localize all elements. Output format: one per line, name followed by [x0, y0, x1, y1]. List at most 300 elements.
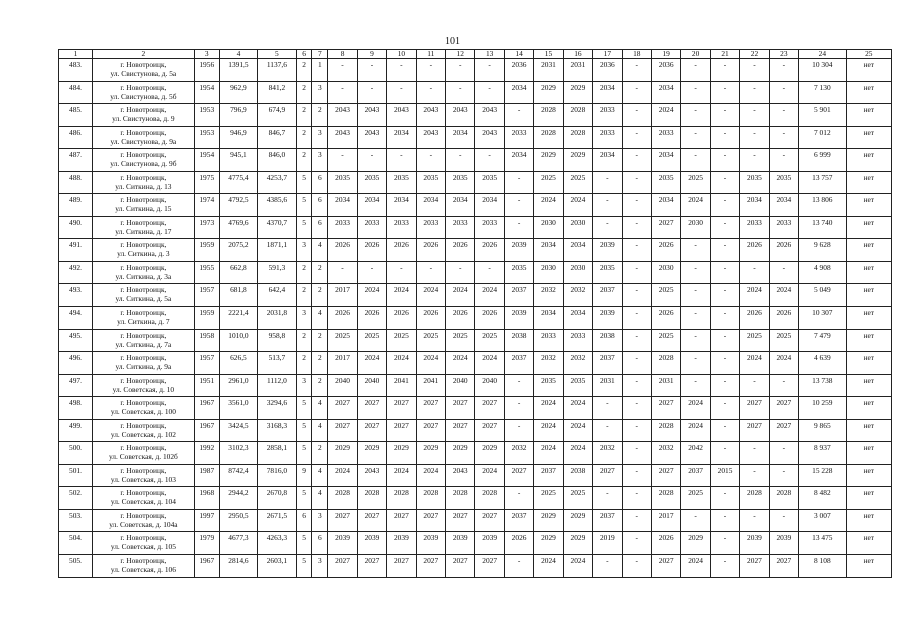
- address-cell: [92, 532, 194, 555]
- address-cell: [92, 81, 194, 104]
- cell-c20: -: [681, 284, 710, 307]
- cell-c11: 2041: [416, 374, 445, 397]
- cell-c19: 2028: [651, 487, 680, 510]
- cell-c11: 2043: [416, 126, 445, 149]
- cell-c20: -: [681, 149, 710, 172]
- cell-c14: -: [504, 419, 533, 442]
- cell-c9: 2026: [357, 307, 386, 330]
- cell-area-total: 1010,0: [219, 329, 257, 352]
- cell-c18: -: [622, 307, 651, 330]
- table-row: [59, 307, 892, 330]
- cell-c13: 2027: [475, 509, 504, 532]
- cell-c21: 2015: [710, 464, 739, 487]
- cell-c11: 2043: [416, 104, 445, 127]
- cell-c18: -: [622, 284, 651, 307]
- cell-area-living: 846,7: [258, 126, 296, 149]
- cell-c18: -: [622, 194, 651, 217]
- cell-c17: 2037: [593, 509, 622, 532]
- cell-c12: 2027: [446, 509, 475, 532]
- cell-c16: 2024: [563, 555, 592, 578]
- address-cell: [92, 419, 194, 442]
- column-number-10: 10: [387, 50, 416, 59]
- cell-entrances: 2: [312, 442, 328, 465]
- column-number-8: 8: [328, 50, 357, 59]
- cell-c19: 2027: [651, 555, 680, 578]
- cell-c22: -: [740, 442, 769, 465]
- cell-c15: 2029: [534, 149, 563, 172]
- cell-c15: 2033: [534, 329, 563, 352]
- cell-c15: 2024: [534, 555, 563, 578]
- cell-c21: -: [710, 104, 739, 127]
- cell-c17: 2037: [593, 284, 622, 307]
- cell-c23: -: [769, 464, 798, 487]
- cell-c10: 2041: [387, 374, 416, 397]
- address-cell: [92, 126, 194, 149]
- cell-c10: 2034: [387, 126, 416, 149]
- column-number-18: 18: [622, 50, 651, 59]
- cell-n: 505.: [59, 555, 93, 578]
- cell-c10: 2034: [387, 194, 416, 217]
- cell-cost: 13 738: [799, 374, 847, 397]
- cell-status: нет: [846, 104, 891, 127]
- cell-c14: 2032: [504, 442, 533, 465]
- cell-cost: 9 628: [799, 239, 847, 262]
- cell-c19: 2035: [651, 171, 680, 194]
- cell-c22: -: [740, 374, 769, 397]
- cell-c19: 2025: [651, 329, 680, 352]
- table-row: [59, 532, 892, 555]
- cell-c8: 2024: [328, 464, 357, 487]
- cell-status: нет: [846, 284, 891, 307]
- cell-c10: 2029: [387, 442, 416, 465]
- table-row: [59, 442, 892, 465]
- cell-c15: 2025: [534, 487, 563, 510]
- cell-entrances: 3: [312, 149, 328, 172]
- cell-c9: 2027: [357, 509, 386, 532]
- cell-c10: 2025: [387, 329, 416, 352]
- cell-c20: -: [681, 307, 710, 330]
- cell-c23: -: [769, 81, 798, 104]
- cell-floors: 2: [296, 126, 312, 149]
- cell-c10: 2027: [387, 509, 416, 532]
- table-row: [59, 329, 892, 352]
- cell-area-living: 1112,0: [258, 374, 296, 397]
- cell-c13: 2027: [475, 419, 504, 442]
- cell-cost: 13 806: [799, 194, 847, 217]
- cell-c17: 2034: [593, 81, 622, 104]
- cell-c18: -: [622, 104, 651, 127]
- cell-c18: -: [622, 555, 651, 578]
- cell-c21: -: [710, 374, 739, 397]
- address-cell: [92, 464, 194, 487]
- cell-c12: 2040: [446, 374, 475, 397]
- cell-cost: 10 259: [799, 397, 847, 420]
- cell-c16: 2032: [563, 352, 592, 375]
- cell-c11: 2034: [416, 194, 445, 217]
- cell-year: 1959: [194, 307, 219, 330]
- address-city: г. Новотроицк,: [120, 308, 167, 318]
- cell-c18: -: [622, 171, 651, 194]
- cell-c8: 2028: [328, 487, 357, 510]
- cell-cost: 8 108: [799, 555, 847, 578]
- cell-area-total: 2950,5: [219, 509, 257, 532]
- address-city: г. Новотроицк,: [120, 375, 167, 385]
- cell-n: 488.: [59, 171, 93, 194]
- column-number-5: 5: [258, 50, 296, 59]
- cell-floors: 2: [296, 104, 312, 127]
- cell-c11: 2039: [416, 532, 445, 555]
- cell-status: нет: [846, 126, 891, 149]
- cell-cost: 7 479: [799, 329, 847, 352]
- cell-year: 1958: [194, 329, 219, 352]
- cell-c19: 2028: [651, 419, 680, 442]
- cell-n: 484.: [59, 81, 93, 104]
- cell-area-total: 8742,4: [219, 464, 257, 487]
- cell-c16: 2032: [563, 284, 592, 307]
- cell-c16: 2034: [563, 307, 592, 330]
- cell-n: 486.: [59, 126, 93, 149]
- cell-c11: 2026: [416, 239, 445, 262]
- cell-c10: 2039: [387, 532, 416, 555]
- cell-c16: 2029: [563, 149, 592, 172]
- table-row: [59, 239, 892, 262]
- address-city: г. Новотроицк,: [120, 488, 167, 498]
- cell-cost: 5 901: [799, 104, 847, 127]
- cell-c16: 2038: [563, 464, 592, 487]
- cell-c12: 2027: [446, 419, 475, 442]
- cell-c22: -: [740, 81, 769, 104]
- cell-cost: 9 865: [799, 419, 847, 442]
- cell-c23: 2039: [769, 532, 798, 555]
- cell-c16: 2024: [563, 419, 592, 442]
- cell-entrances: 6: [312, 194, 328, 217]
- cell-cost: 10 304: [799, 59, 847, 82]
- cell-year: 1975: [194, 171, 219, 194]
- cell-c21: -: [710, 59, 739, 82]
- cell-c20: 2024: [681, 397, 710, 420]
- cell-c10: 2026: [387, 307, 416, 330]
- address-city: г. Новотроицк,: [120, 330, 167, 340]
- cell-c19: 2026: [651, 532, 680, 555]
- address-city: г. Новотроицк,: [120, 217, 167, 227]
- address-cell: [92, 374, 194, 397]
- cell-c20: 2042: [681, 442, 710, 465]
- cell-c15: 2034: [534, 239, 563, 262]
- cell-c18: -: [622, 149, 651, 172]
- cell-status: нет: [846, 419, 891, 442]
- cell-c15: 2025: [534, 171, 563, 194]
- cell-area-living: 591,3: [258, 261, 296, 284]
- table-row: [59, 419, 892, 442]
- cell-c13: -: [475, 59, 504, 82]
- cell-cost: 5 049: [799, 284, 847, 307]
- cell-c22: 2024: [740, 352, 769, 375]
- column-number-11: 11: [416, 50, 445, 59]
- cell-c21: -: [710, 81, 739, 104]
- cell-c21: -: [710, 397, 739, 420]
- cell-n: 498.: [59, 397, 93, 420]
- cell-c20: -: [681, 104, 710, 127]
- cell-area-total: 3424,5: [219, 419, 257, 442]
- cell-c18: -: [622, 532, 651, 555]
- cell-cost: 15 228: [799, 464, 847, 487]
- address-street: ул. Ситкина, д. 3: [117, 249, 170, 259]
- cell-entrances: 2: [312, 374, 328, 397]
- column-number-24: 24: [799, 50, 847, 59]
- table-row: [59, 509, 892, 532]
- cell-c13: 2024: [475, 284, 504, 307]
- cell-c16: 2029: [563, 532, 592, 555]
- cell-c17: 2039: [593, 307, 622, 330]
- cell-area-living: 642,4: [258, 284, 296, 307]
- cell-c15: 2030: [534, 261, 563, 284]
- cell-floors: 5: [296, 419, 312, 442]
- table-row: [59, 397, 892, 420]
- cell-c14: -: [504, 487, 533, 510]
- cell-n: 502.: [59, 487, 93, 510]
- cell-c16: 2029: [563, 81, 592, 104]
- cell-c9: -: [357, 81, 386, 104]
- cell-status: нет: [846, 239, 891, 262]
- column-number-16: 16: [563, 50, 592, 59]
- cell-c9: 2027: [357, 555, 386, 578]
- cell-c15: 2037: [534, 464, 563, 487]
- column-number-1: 1: [59, 50, 93, 59]
- cell-c11: 2033: [416, 216, 445, 239]
- cell-c23: -: [769, 149, 798, 172]
- cell-year: 1967: [194, 397, 219, 420]
- cell-c17: 2031: [593, 374, 622, 397]
- cell-c11: 2025: [416, 329, 445, 352]
- cell-floors: 5: [296, 555, 312, 578]
- cell-year: 1979: [194, 532, 219, 555]
- cell-c16: 2024: [563, 194, 592, 217]
- cell-year: 1997: [194, 509, 219, 532]
- cell-c22: -: [740, 104, 769, 127]
- cell-c22: 2033: [740, 216, 769, 239]
- address-cell: [92, 352, 194, 375]
- cell-c8: 2027: [328, 419, 357, 442]
- cell-c8: 2035: [328, 171, 357, 194]
- cell-c19: 2032: [651, 442, 680, 465]
- cell-entrances: 3: [312, 126, 328, 149]
- cell-c9: 2043: [357, 126, 386, 149]
- cell-c9: 2035: [357, 171, 386, 194]
- cell-c9: 2033: [357, 216, 386, 239]
- cell-area-total: 1391,5: [219, 59, 257, 82]
- cell-c18: -: [622, 464, 651, 487]
- cell-c23: 2033: [769, 216, 798, 239]
- cell-c14: 2026: [504, 532, 533, 555]
- cell-c23: 2024: [769, 284, 798, 307]
- cell-c23: -: [769, 104, 798, 127]
- cell-c23: 2025: [769, 329, 798, 352]
- table-row: [59, 126, 892, 149]
- address-cell: [92, 284, 194, 307]
- column-number-23: 23: [769, 50, 798, 59]
- cell-c22: 2028: [740, 487, 769, 510]
- cell-c22: 2039: [740, 532, 769, 555]
- cell-entrances: 1: [312, 59, 328, 82]
- cell-area-living: 3294,6: [258, 397, 296, 420]
- cell-c22: 2025: [740, 329, 769, 352]
- cell-entrances: 4: [312, 397, 328, 420]
- cell-c17: -: [593, 397, 622, 420]
- cell-c13: 2024: [475, 464, 504, 487]
- cell-c13: 2029: [475, 442, 504, 465]
- cell-c15: 2031: [534, 59, 563, 82]
- cell-c13: 2043: [475, 126, 504, 149]
- cell-c23: -: [769, 442, 798, 465]
- cell-floors: 2: [296, 81, 312, 104]
- address-cell: [92, 509, 194, 532]
- cell-area-living: 2671,5: [258, 509, 296, 532]
- cell-entrances: 3: [312, 509, 328, 532]
- cell-c16: 2031: [563, 59, 592, 82]
- cell-area-living: 3168,3: [258, 419, 296, 442]
- cell-c12: 2043: [446, 464, 475, 487]
- cell-n: 500.: [59, 442, 93, 465]
- cell-cost: 7 130: [799, 81, 847, 104]
- cell-c13: 2026: [475, 307, 504, 330]
- address-city: г. Новотроицк,: [120, 105, 167, 115]
- cell-c11: 2029: [416, 442, 445, 465]
- address-cell: [92, 104, 194, 127]
- cell-c20: -: [681, 509, 710, 532]
- cell-c8: 2039: [328, 532, 357, 555]
- cell-c15: 2032: [534, 284, 563, 307]
- cell-area-total: 4775,4: [219, 171, 257, 194]
- address-cell: [92, 149, 194, 172]
- cell-c22: 2027: [740, 419, 769, 442]
- cell-c8: 2017: [328, 284, 357, 307]
- cell-n: 487.: [59, 149, 93, 172]
- cell-area-total: 2944,2: [219, 487, 257, 510]
- cell-status: нет: [846, 149, 891, 172]
- cell-c9: 2025: [357, 329, 386, 352]
- cell-c21: -: [710, 194, 739, 217]
- cell-c23: -: [769, 509, 798, 532]
- cell-c13: 2043: [475, 104, 504, 127]
- cell-c8: -: [328, 261, 357, 284]
- cell-area-living: 2603,1: [258, 555, 296, 578]
- cell-c23: 2035: [769, 171, 798, 194]
- cell-entrances: 3: [312, 81, 328, 104]
- cell-c20: -: [681, 59, 710, 82]
- cell-c9: -: [357, 261, 386, 284]
- cell-c18: -: [622, 126, 651, 149]
- cell-c23: 2024: [769, 352, 798, 375]
- cell-c21: -: [710, 284, 739, 307]
- cell-c11: -: [416, 261, 445, 284]
- cell-c21: -: [710, 487, 739, 510]
- table-row: [59, 216, 892, 239]
- cell-c8: 2034: [328, 194, 357, 217]
- cell-c20: 2025: [681, 171, 710, 194]
- cell-c14: -: [504, 397, 533, 420]
- column-number-25: 25: [846, 50, 891, 59]
- cell-area-living: 958,8: [258, 329, 296, 352]
- cell-entrances: 2: [312, 104, 328, 127]
- cell-year: 1959: [194, 239, 219, 262]
- cell-c12: 2026: [446, 307, 475, 330]
- cell-c21: -: [710, 239, 739, 262]
- cell-c17: 2033: [593, 104, 622, 127]
- cell-floors: 5: [296, 397, 312, 420]
- cell-c15: 2024: [534, 419, 563, 442]
- cell-c19: 2028: [651, 352, 680, 375]
- cell-status: нет: [846, 487, 891, 510]
- cell-c16: 2024: [563, 397, 592, 420]
- cell-c8: 2033: [328, 216, 357, 239]
- cell-cost: 10 307: [799, 307, 847, 330]
- cell-c15: 2030: [534, 216, 563, 239]
- address-street: ул. Советская, д. 106: [110, 565, 176, 575]
- cell-c18: -: [622, 442, 651, 465]
- cell-c14: 2039: [504, 239, 533, 262]
- cell-status: нет: [846, 329, 891, 352]
- cell-cost: 4 639: [799, 352, 847, 375]
- address-street: ул. Ситкина, д. 13: [115, 181, 172, 191]
- cell-area-total: 3561,0: [219, 397, 257, 420]
- cell-c10: -: [387, 261, 416, 284]
- cell-c10: 2027: [387, 419, 416, 442]
- cell-status: нет: [846, 81, 891, 104]
- cell-c9: -: [357, 59, 386, 82]
- cell-c13: 2034: [475, 194, 504, 217]
- cell-cost: 3 007: [799, 509, 847, 532]
- cell-c15: 2028: [534, 104, 563, 127]
- cell-c23: -: [769, 261, 798, 284]
- cell-area-total: 626,5: [219, 352, 257, 375]
- cell-c21: -: [710, 329, 739, 352]
- cell-c17: 2027: [593, 464, 622, 487]
- column-number-4: 4: [219, 50, 257, 59]
- cell-c20: -: [681, 126, 710, 149]
- cell-c15: 2032: [534, 352, 563, 375]
- cell-entrances: 4: [312, 419, 328, 442]
- cell-entrances: 3: [312, 555, 328, 578]
- cell-entrances: 2: [312, 261, 328, 284]
- cell-cost: 6 999: [799, 149, 847, 172]
- cell-status: нет: [846, 59, 891, 82]
- cell-c12: 2034: [446, 194, 475, 217]
- cell-year: 1956: [194, 59, 219, 82]
- cell-c9: 2027: [357, 419, 386, 442]
- cell-c15: 2029: [534, 509, 563, 532]
- address-street: ул. Ситкина, д. 7: [117, 317, 170, 327]
- cell-c17: 2034: [593, 149, 622, 172]
- cell-c19: 2030: [651, 261, 680, 284]
- cell-n: 499.: [59, 419, 93, 442]
- cell-c19: 2031: [651, 374, 680, 397]
- table-row: [59, 171, 892, 194]
- cell-area-total: 4769,6: [219, 216, 257, 239]
- address-city: г. Новотроицк,: [120, 82, 167, 92]
- cell-area-total: 3102,3: [219, 442, 257, 465]
- cell-c22: 2027: [740, 397, 769, 420]
- cell-c17: -: [593, 216, 622, 239]
- cell-entrances: 6: [312, 171, 328, 194]
- cell-status: нет: [846, 194, 891, 217]
- cell-c11: 2027: [416, 555, 445, 578]
- cell-c23: 2027: [769, 555, 798, 578]
- cell-area-total: 945,1: [219, 149, 257, 172]
- address-city: г. Новотроицк,: [120, 556, 167, 566]
- cell-c19: 2024: [651, 104, 680, 127]
- cell-year: 1954: [194, 81, 219, 104]
- cell-c12: 2033: [446, 216, 475, 239]
